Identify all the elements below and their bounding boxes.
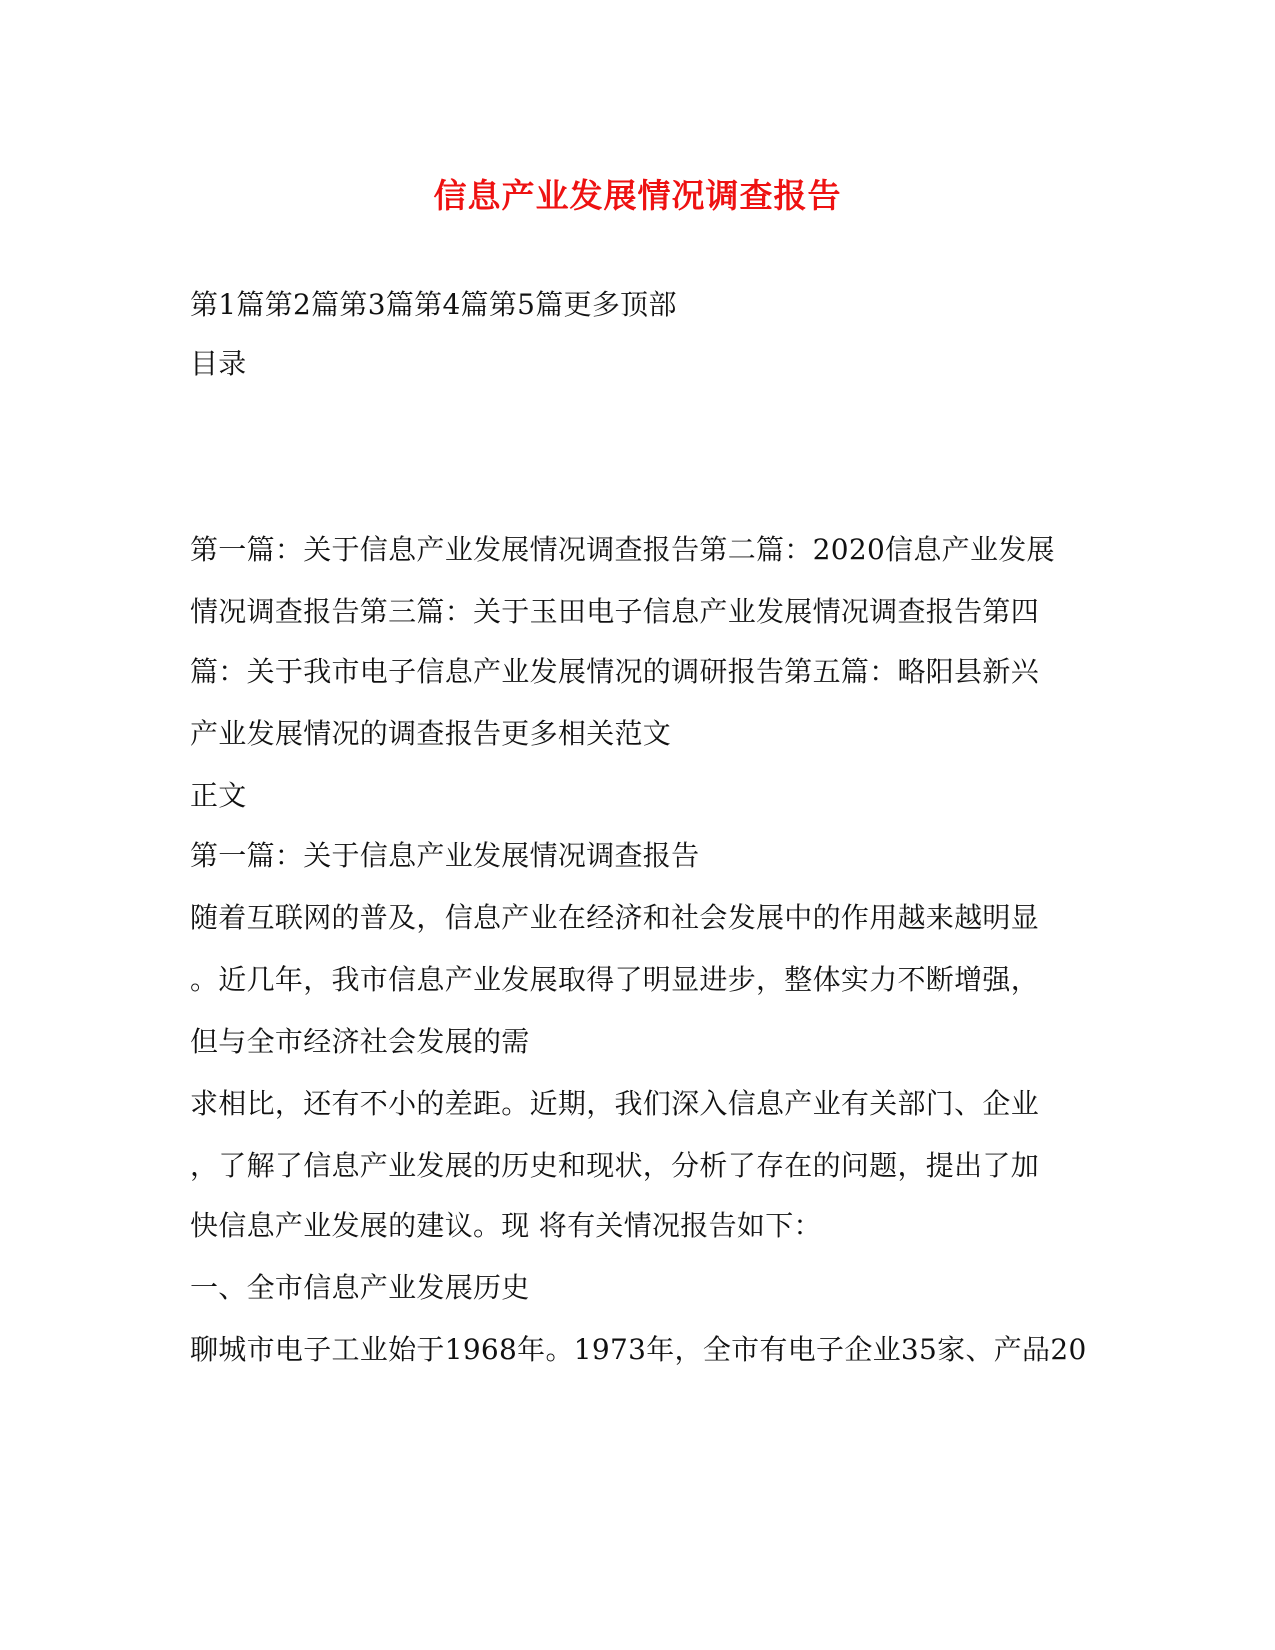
section-heading: 一、全市信息产业发展历史 bbox=[190, 1271, 530, 1304]
toc-line[interactable]: 产业发展情况的调查报告更多相关范文 bbox=[190, 717, 672, 750]
paragraph-line: 。近几年，我市信息产业发展取得了明显进步，整体实力不断增强， bbox=[190, 963, 1040, 996]
toc-line[interactable]: 篇：关于我市电子信息产业发展情况的调研报告第五篇：略阳县新兴 bbox=[190, 655, 1040, 688]
document-title: 信息产业发展情况调查报告 bbox=[433, 176, 842, 215]
toc-line[interactable]: 第一篇：关于信息产业发展情况调查报告第二篇：2020信息产业发展 bbox=[190, 533, 1055, 566]
paragraph-line: 随着互联网的普及，信息产业在经济和社会发展中的作用越来越明显 bbox=[190, 901, 1040, 934]
nav-links[interactable]: 第1篇第2篇第3篇第4篇第5篇更多顶部 bbox=[190, 288, 677, 321]
paragraph-line: 求相比，还有不小的差距。近期，我们深入信息产业有关部门、企业 bbox=[190, 1087, 1040, 1120]
toc-line[interactable]: 情况调查报告第三篇：关于玉田电子信息产业发展情况调查报告第四 bbox=[190, 595, 1040, 628]
toc-heading: 目录 bbox=[190, 347, 247, 380]
body-heading: 正文 bbox=[190, 779, 247, 812]
paragraph-line: 但与全市经济社会发展的需 bbox=[190, 1025, 530, 1058]
article-title: 第一篇：关于信息产业发展情况调查报告 bbox=[190, 839, 700, 872]
paragraph-line: ，了解了信息产业发展的历史和现状，分析了存在的问题，提出了加 bbox=[190, 1149, 1040, 1182]
paragraph-line: 快信息产业发展的建议。现 将有关情况报告如下： bbox=[190, 1209, 822, 1242]
paragraph-line: 聊城市电子工业始于1968年。1973年，全市有电子企业35家、产品20 bbox=[190, 1333, 1087, 1366]
